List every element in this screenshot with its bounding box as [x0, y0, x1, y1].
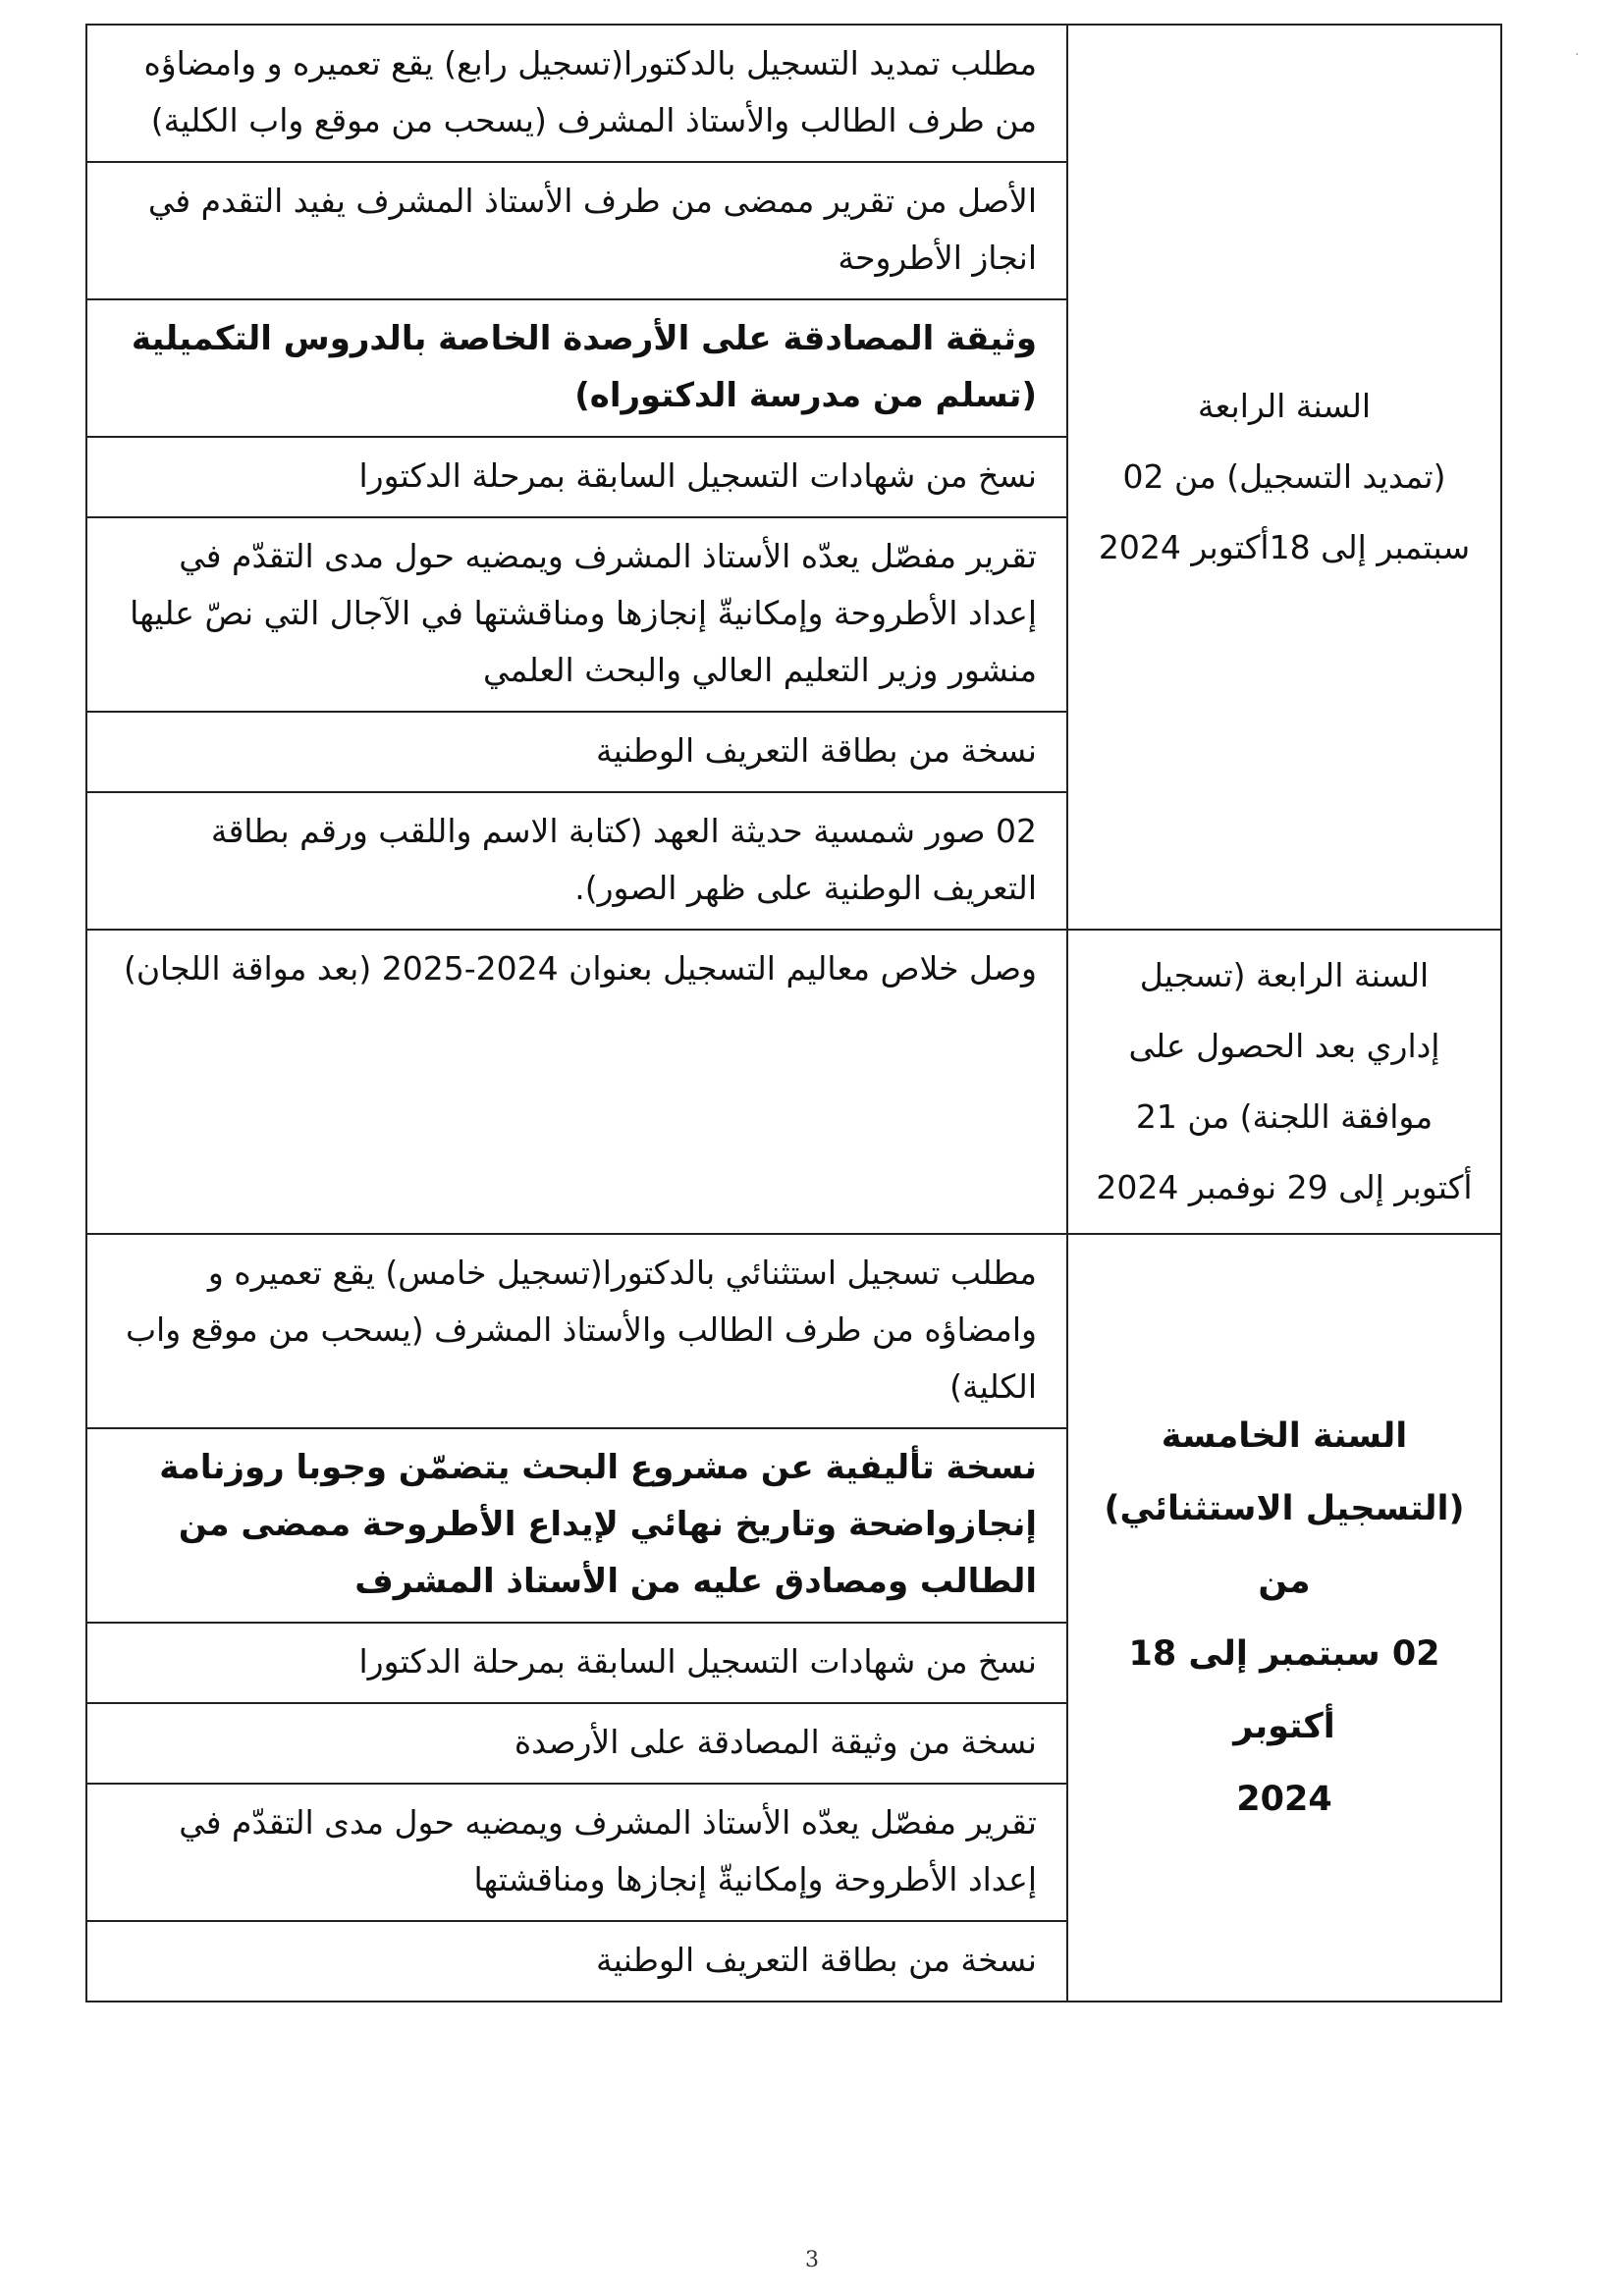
- document-cell: [86, 792, 1067, 930]
- document-cell: [86, 1428, 1067, 1623]
- page-number: 3: [805, 2248, 819, 2272]
- document-cell: [86, 1784, 1067, 1921]
- period-line: 2024: [1236, 1780, 1332, 1819]
- period-label: [1068, 931, 1500, 1233]
- document-requirement: 02 صور شمسية حديثة العهد (كتابة الاسم واللقب ورقم بطاقة التعريف الوطنية على ظهر الصور).: [210, 812, 1037, 907]
- period-label: [1068, 1390, 1500, 1845]
- document-requirement: وصل خلاص معاليم التسجيل بعنوان 2024-2025 (بعد مواقة اللجان): [123, 949, 1037, 988]
- document-requirement: تقرير مفصّل يعدّه الأستاذ المشرف ويمضيه حول مدى التقدّم في إعداد الأطروحة وإمكانيةّ إنجازها ومناقشتها: [179, 1803, 1037, 1898]
- document-requirement: نسخ من شهادات التسجيل السابقة بمرحلة الدكتورا: [358, 456, 1037, 495]
- period-cell: [1067, 930, 1501, 1234]
- document-requirement: تقرير مفصّل يعدّه الأستاذ المشرف ويمضيه حول مدى التقدّم في إعداد الأطروحة وإمكانيةّ إنجازها ومناقشتها في الآجال التي نصّ عليها منشور وزير التعليم العالي والبحث العلمي: [130, 537, 1037, 689]
- period-line: سبتمبر إلى 18أكتوبر 2024: [1098, 528, 1471, 566]
- period-line: السنة الرابعة: [1197, 387, 1372, 425]
- period-line: أكتوبر إلى 29 نوفمبر 2024: [1096, 1168, 1473, 1206]
- document-requirement: نسخة من بطاقة التعريف الوطنية: [596, 731, 1037, 770]
- table-row: [86, 25, 1501, 162]
- document-cell: [86, 930, 1067, 1234]
- document-requirement: مطلب تسجيل استثنائي بالدكتورا(تسجيل خامس) يقع تعميره و وامضاؤه من طرف الطالب والأستاذ المشرف (يسحب من موقع واب الكلية): [125, 1254, 1037, 1406]
- margin-mark: .: [1575, 43, 1580, 59]
- period-line: إداري بعد الحصول على: [1128, 1027, 1440, 1065]
- document-requirement: نسخة تأليفية عن مشروع البحث يتضمّن وجوبا روزنامة إنجازواضحة وتاريخ نهائي لإيداع الأطروحة ممضى من الطالب ومصادق عليه من الأستاذ المشرف: [159, 1448, 1037, 1601]
- document-cell: [86, 1703, 1067, 1784]
- table-row: [86, 930, 1501, 1234]
- document-requirement: مطلب تمديد التسجيل بالدكتورا(تسجيل رابع) يقع تعميره و وامضاؤه من طرف الطالب والأستاذ المشرف (يسحب من موقع واب الكلية): [143, 44, 1037, 139]
- document-cell: [86, 1623, 1067, 1703]
- document-requirement: الأصل من تقرير ممضى من طرف الأستاذ المشرف يفيد التقدم في انجاز الأطروحة: [147, 182, 1037, 277]
- document-requirement: نسخة من وثيقة المصادقة على الأرصدة: [514, 1723, 1037, 1761]
- document-cell: [86, 25, 1067, 162]
- document-requirement: نسخ من شهادات التسجيل السابقة بمرحلة الدكتورا: [358, 1642, 1037, 1681]
- period-line: 02 سبتمبر إلى 18 أكتوبر: [1128, 1634, 1440, 1746]
- document-cell: [86, 712, 1067, 792]
- table-row: [86, 1234, 1501, 1428]
- document-cell: [86, 299, 1067, 437]
- document-cell: [86, 162, 1067, 299]
- period-cell: [1067, 1234, 1501, 2002]
- document-requirement: وثيقة المصادقة على الأرصدة الخاصة بالدروس التكميلية (تسلم من مدرسة الدكتوراه): [131, 319, 1037, 415]
- document-cell: [86, 1234, 1067, 1428]
- document-cell: [86, 437, 1067, 517]
- period-label: [1068, 361, 1500, 593]
- document-requirement: نسخة من بطاقة التعريف الوطنية: [596, 1941, 1037, 1979]
- requirements-table: [85, 24, 1502, 2002]
- period-line: السنة الرابعة (تسجيل: [1139, 956, 1430, 994]
- document-cell: [86, 1921, 1067, 2002]
- period-line: موافقة اللجنة) من 21: [1135, 1097, 1434, 1136]
- document-cell: [86, 517, 1067, 712]
- period-line: (التسجيل الاستثنائي) من: [1104, 1489, 1465, 1601]
- period-line: السنة الخامسة: [1161, 1416, 1408, 1456]
- period-cell: [1067, 25, 1501, 930]
- period-line: (تمديد التسجيل) من 02: [1122, 457, 1446, 496]
